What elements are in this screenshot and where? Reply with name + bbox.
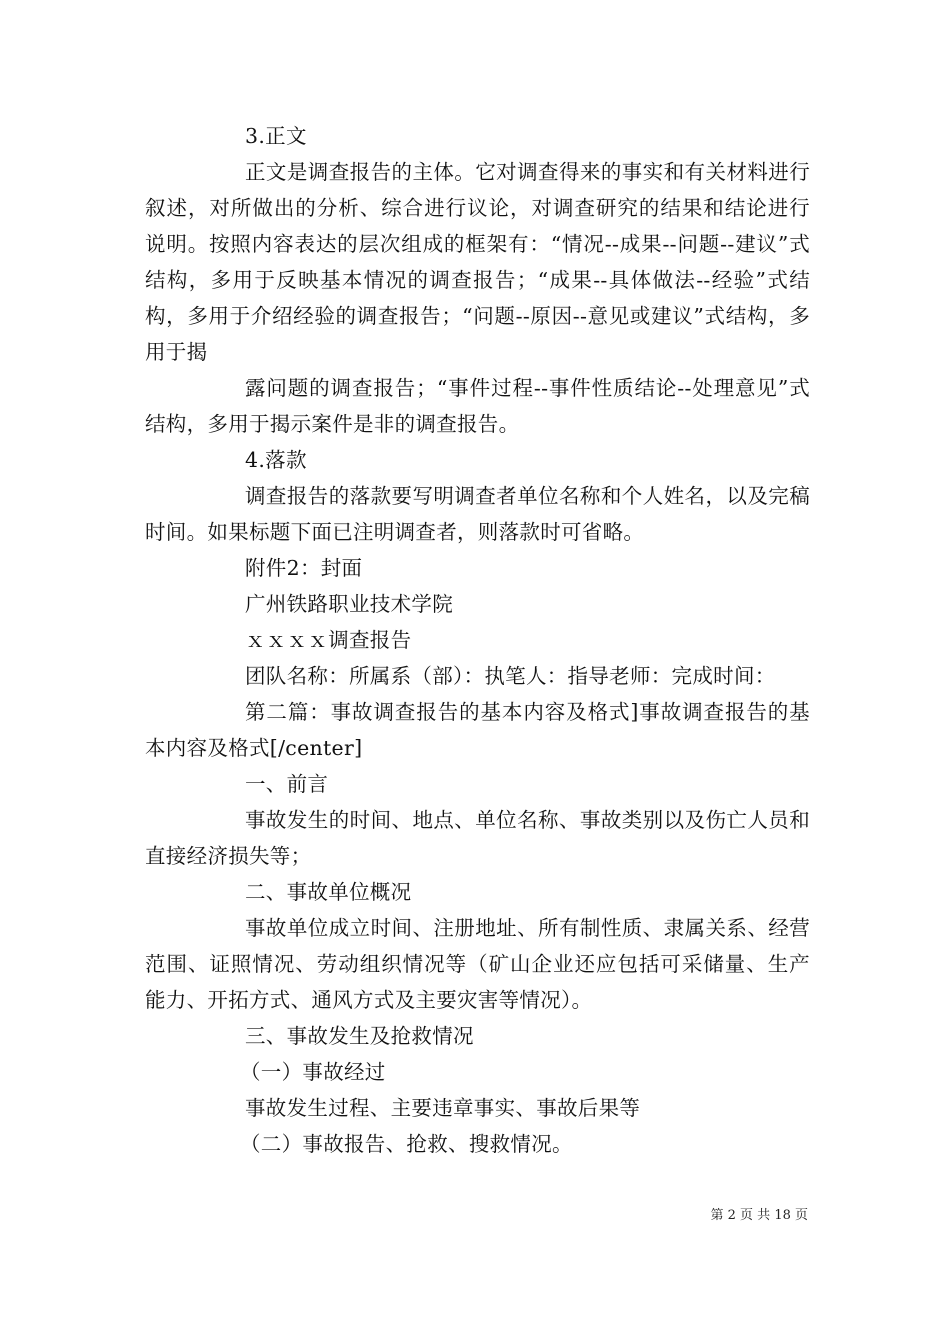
section-heading-unit: 二、事故单位概况 — [245, 880, 412, 904]
subsection-heading: （一）事故经过 — [240, 1060, 386, 1084]
cover-fields: 团队名称：所属系（部）：执笔人：指导老师：完成时间： — [245, 664, 776, 688]
paragraph: 调查报告的落款要写明调查者单位名称和个人姓名，以及完稿时间。如果标题下面已注明调查者，则落款时可省略。 — [145, 484, 810, 544]
section-heading-body: 3.正文 — [245, 124, 307, 148]
paragraph: 事故发生过程、主要违章事实、事故后果等 — [245, 1096, 641, 1120]
section-heading-preface: 一、前言 — [245, 772, 329, 796]
body-text — [145, 118, 810, 1162]
section-heading-signature: 4.落款 — [245, 448, 307, 472]
paragraph: 正文是调查报告的主体。它对调查得来的事实和有关材料进行叙述，对所做出的分析、综合进行议论，对调查研究的结果和结论进行说明。按照内容表达的层次组成的框架有：“情况--成果--问题--建议”式结构，多用于反映基本情况的调查报告；“成果--具体做法--经验”式结构，多用于介绍经验的调查报告；“问题--原因--意见或建议”式结构，多用于揭 — [145, 160, 810, 364]
paragraph: 事故单位成立时间、注册地址、所有制性质、隶属关系、经营范围、证照情况、劳动组织情况等（矿山企业还应包括可采储量、生产能力、开拓方式、通风方式及主要灾害等情况）。 — [145, 916, 810, 1012]
paragraph: 事故发生的时间、地点、单位名称、事故类别以及伤亡人员和直接经济损失等； — [145, 808, 810, 868]
report-title: ｘｘｘｘ调查报告 — [245, 628, 412, 652]
paragraph: 露问题的调查报告；“事件过程--事件性质结论--处理意见”式结构，多用于揭示案件是非的调查报告。 — [145, 376, 810, 436]
section-heading-rescue: 三、事故发生及抢救情况 — [245, 1024, 474, 1048]
article-title: 第二篇：事故调查报告的基本内容及格式]事故调查报告的基本内容及格式[/center] — [145, 700, 810, 760]
subsection-heading: （二）事故报告、抢救、搜救情况。 — [240, 1132, 573, 1156]
page-number: 第 2 页 共 18 页 — [710, 1208, 808, 1223]
school-name: 广州铁路职业技术学院 — [245, 592, 453, 616]
appendix-heading: 附件2：封面 — [245, 556, 363, 580]
